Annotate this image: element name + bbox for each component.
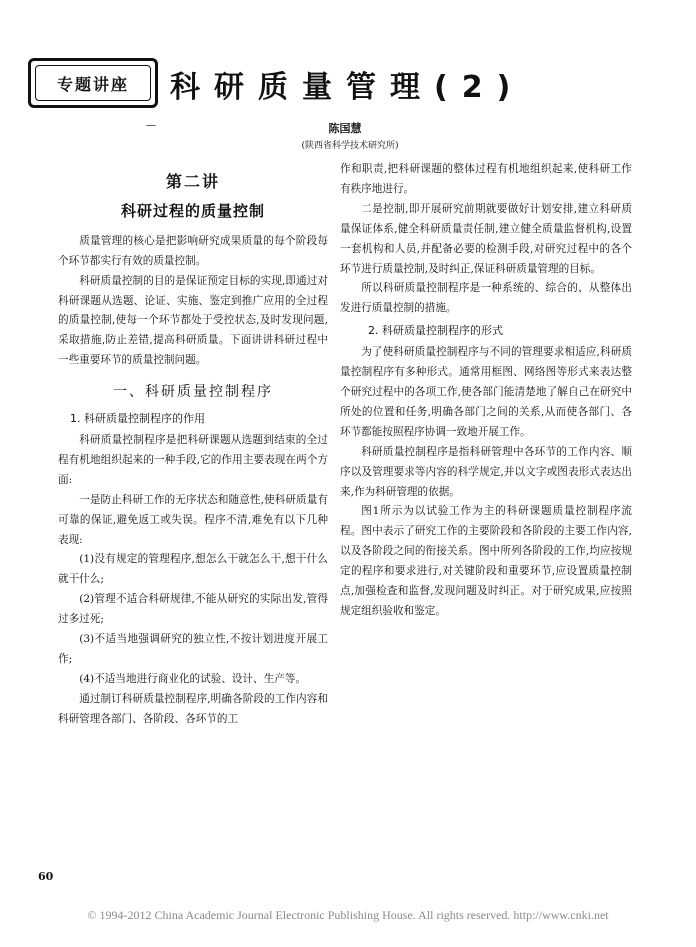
- column-badge: [28, 58, 158, 108]
- list-item: (4)不适当地进行商业化的试验、设计、生产等。: [79, 672, 307, 685]
- paragraph: 为了使科研质量控制程序与不同的管理要求相适应,科研质量控制程序有多种形式。通常用框图、网络图等形式来表达整个研究过程中的各项工作,使各部门能清楚地了解自己在研究中所处的位置和任务,明确各部门之间的关系,从而使各部门、各环节都能按照程序协调一致地开展工作。: [340, 346, 632, 438]
- subsection-heading: 2. 科研质量控制程序的形式: [368, 324, 503, 338]
- paragraph: 科研质量控制的目的是保证预定目标的实现,即通过对科研课题从选题、论证、实施、鉴定到推广应用的全过程的质量控制,使每一个环节都处于受控状态,及时发现问题,采取措施,防止差错,提高科研质量。下面讲讲科研过程中一些重要环节的质量控制问题。: [58, 274, 328, 367]
- copyright-footer: © 1994-2012 China Academic Journal Electronic Publishing House. All rights reserved. http://www.cnki.net: [87, 908, 609, 922]
- author-name: 陈国慧: [328, 122, 362, 135]
- paragraph: 一是防止科研工作的无序状态和随意性,使科研质量有可靠的保证,避免返工或失误。程序不清,难免有以下几种表现:: [58, 493, 328, 546]
- divider-dash: —: [146, 120, 158, 131]
- left-column: [58, 160, 328, 730]
- subsection-heading: 1. 科研质量控制程序的作用: [70, 412, 205, 426]
- column-badge-label: 专题讲座: [56, 74, 129, 94]
- list-item: (1)没有规定的管理程序,想怎么干就怎么干,想干什么就干什么;: [58, 553, 328, 586]
- section-heading: 一、科研质量控制程序: [113, 384, 273, 401]
- chapter-title: 科研过程的质量控制: [120, 201, 265, 220]
- paragraph: 图1所示为以试验工作为主的科研课题质量控制程序流程。图中表示了研究工作的主要阶段和各阶段的主要工作内容,以及各阶段之间的衔接关系。图中所列各阶段的工作,均应按规定的程序和要求进行,对关键阶段和重要环节,应设置质量控制点,加强检查和监督,发现问题及时纠正。对于研究成果,应按照规定组织验收和鉴定。: [340, 505, 632, 617]
- paragraph: 二是控制,即开展研究前期就要做好计划安排,建立科研质量保证体系,健全科研质量责任制,建立健全质量监督机构,设置一套机构和人员,并配备必要的检测手段,对研究过程中的各个环节进行质量控制,及时纠正,保证科研质量管理的目标。: [340, 202, 632, 275]
- chapter-heading: 第二讲: [165, 172, 220, 191]
- paragraph: 质量管理的核心是把影响研究成果质量的每个阶段每个环节都实行有效的质量控制。: [58, 234, 328, 267]
- paragraph: 科研质量控制程序是指科研管理中各环节的工作内容、顺序以及管理要求等内容的科学规定,并以文字或图表形式表达出来,作为科研管理的依据。: [340, 445, 632, 498]
- list-item: (2)管理不适合科研规律,不能从研究的实际出发,管得过多过死;: [58, 593, 328, 626]
- author-affiliation: (陕西省科学技术研究所): [301, 141, 399, 151]
- page-number: 60: [38, 870, 54, 883]
- paragraph: 作和职责,把科研课题的整体过程有机地组织起来,使科研工作有秩序地进行。: [340, 163, 632, 195]
- right-column: [340, 160, 632, 622]
- paragraph: 所以科研质量控制程序是一种系统的、综合的、从整体出发进行质量控制的措施。: [340, 282, 632, 315]
- list-item: (3)不适当地强调研究的独立性,不按计划进度开展工作;: [58, 633, 328, 665]
- paragraph: 通过制订科研质量控制程序,明确各阶段的工作内容和科研管理各部门、各阶段、各环节的工: [58, 692, 328, 725]
- paragraph: 科研质量控制程序是把科研课题从选题到结束的全过程有机地组织起来的一种手段,它的作用主要表现在两个方面:: [58, 433, 328, 486]
- article-title: 科研质量管理(2): [170, 70, 525, 105]
